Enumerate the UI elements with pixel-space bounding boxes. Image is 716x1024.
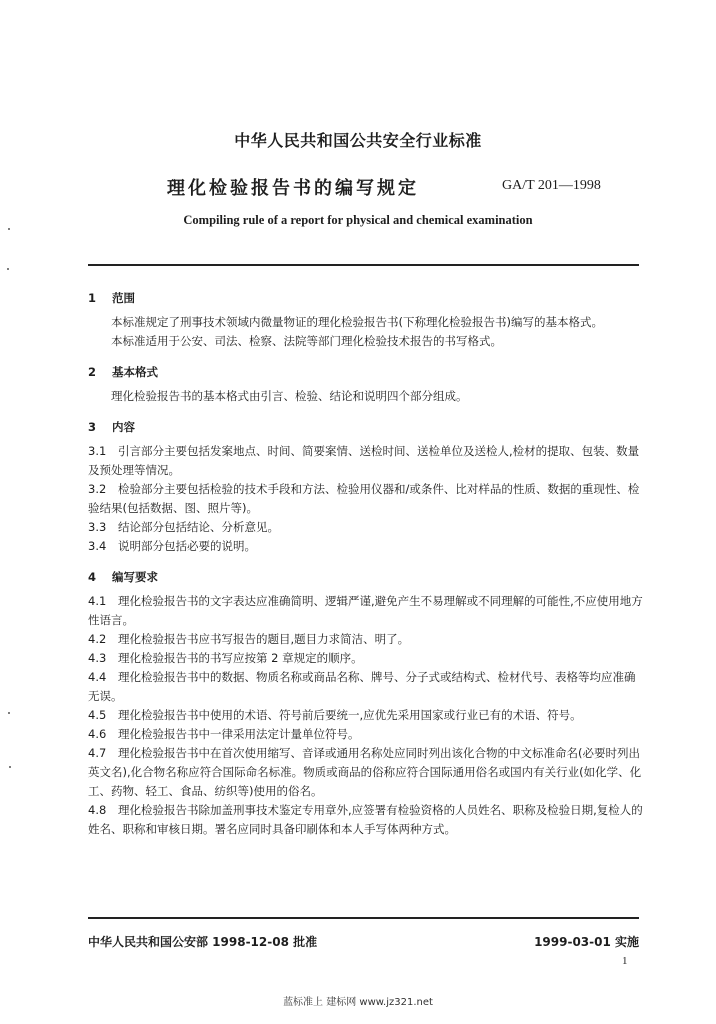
- section-heading-basic-format: 2 基本格式: [88, 365, 158, 379]
- issuing-organization: 中华人民共和国公共安全行业标准: [234, 131, 482, 150]
- paragraph: 本标准适用于公安、司法、检察、法院等部门理化检验技术报告的书写格式。: [111, 334, 502, 348]
- section-heading-content: 3 内容: [88, 420, 135, 434]
- scan-speck: [8, 712, 10, 714]
- standard-code: GA/T 201—1998: [502, 178, 601, 193]
- clause: 4.1 理化检验报告书的文字表达应准确简明、逻辑严谨,避免产生不易理解或不同理解的可能性,不应使用地方性语言。: [88, 594, 643, 627]
- effective-date: 1999-03-01 实施: [534, 935, 639, 949]
- clause: 3.4 说明部分包括必要的说明。: [88, 539, 256, 553]
- footer-divider: [88, 917, 639, 919]
- header-divider: [88, 264, 639, 266]
- clause: 4.5 理化检验报告书中使用的术语、符号前后要统一,应优先采用国家或行业已有的术语、符号。: [88, 708, 582, 722]
- paragraph: 本标准规定了刑事技术领域内微量物证的理化检验报告书(下称理化检验报告书)编写的基本格式。: [111, 315, 603, 329]
- clause: 4.8 理化检验报告书除加盖刑事技术鉴定专用章外,应签署有检验资格的人员姓名、职称及检验日期,复检人的姓名、职称和审核日期。署名应同时具备印刷体和本人手写体两种方式。: [88, 803, 643, 836]
- scan-speck: [8, 228, 10, 230]
- clause: 4.6 理化检验报告书中一律采用法定计量单位符号。: [88, 727, 360, 741]
- clause: 4.3 理化检验报告书的书写应按第 2 章规定的顺序。: [88, 651, 363, 665]
- site-watermark: 蓝标准上 建标网 www.jz321.net: [283, 997, 433, 1008]
- clause: 4.2 理化检验报告书应书写报告的题目,题目力求简洁、明了。: [88, 632, 410, 646]
- clause: 4.7 理化检验报告书中在首次使用缩写、音译或通用名称处应同时列出该化合物的中文标准命名(必要时列出英文名),化合物名称应符合国际命名标准。物质或商品的俗称应符合国际通用俗名或国内有关行业(如化学、化工、药物、轻工、食品、纺织等)使用的俗名。: [88, 746, 642, 798]
- scan-speck: [7, 268, 9, 270]
- scan-speck: [9, 766, 11, 768]
- clause: 3.2 检验部分主要包括检验的技术手段和方法、检验用仪器和/或条件、比对样品的性质、数据的重现性、检验结果(包括数据、图、照片等)。: [88, 482, 640, 515]
- page-number: 1: [622, 955, 628, 967]
- document-title: 理化检验报告书的编写规定: [167, 178, 419, 199]
- clause: 3.1 引言部分主要包括发案地点、时间、简要案情、送检时间、送检单位及送检人,检材的提取、包装、数量及预处理等情况。: [88, 444, 640, 477]
- section-heading-scope: 1 范围: [88, 291, 135, 305]
- clause: 4.4 理化检验报告书中的数据、物质名称或商品名称、牌号、分子式或结构式、检材代号、表格等均应准确无误。: [88, 670, 636, 703]
- section-heading-requirements: 4 编写要求: [88, 570, 158, 584]
- document-body: [88, 285, 644, 839]
- approval-statement: 中华人民共和国公安部 1998-12-08 批准: [88, 935, 318, 949]
- clause: 3.3 结论部分包括结论、分析意见。: [88, 520, 279, 534]
- paragraph: 理化检验报告书的基本格式由引言、检验、结论和说明四个部分组成。: [111, 389, 468, 403]
- english-title: Compiling rule of a report for physical and chemical examination: [183, 213, 533, 227]
